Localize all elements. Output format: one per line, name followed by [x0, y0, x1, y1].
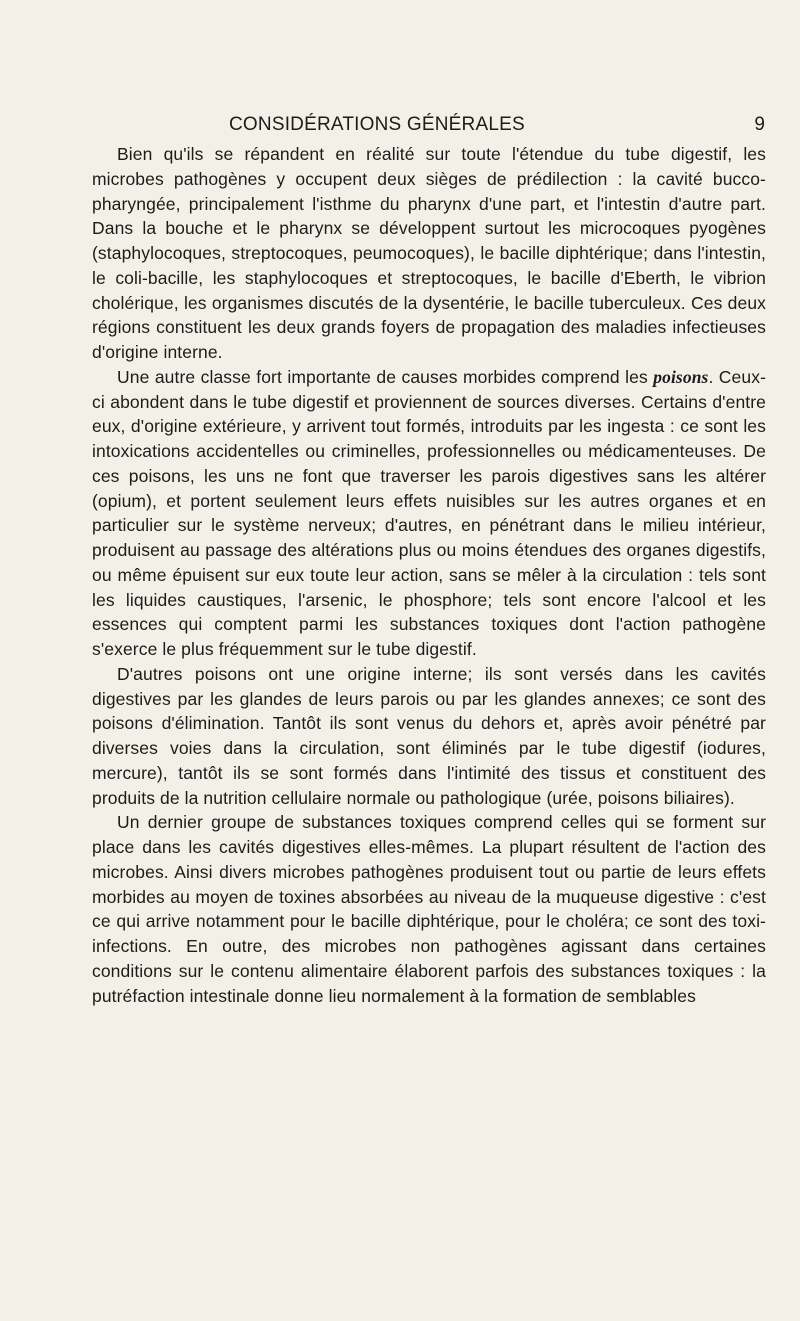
page-number: 9	[754, 114, 765, 135]
running-head	[229, 114, 765, 144]
paragraph-internal-poisons: D'autres poisons ont une origine interne; ils sont versés dans les cavités digestives par les glandes de leurs parois ou par les glandes annexes; ce sont des poisons d'élimination. Tantôt ils sont venus du dehors et, après avoir pénétré par diverses voies dans la circulation, sont éliminés par le tube digestif (iodures, mercure), tantôt ils se sont formés dans l'intimité des tissus et constituent des produits de la nutrition cellulaire normale ou pathologique (urée, poisons biliaires).	[92, 663, 766, 808]
paragraph-poisons-start: Une autre classe fort importante de causes morbides comprend les	[117, 366, 654, 387]
paragraph-toxic-substances: Un dernier groupe de substances toxiques comprend celles qui se forment sur place dans les cavités digestives elles-mêmes. La plupart résultent de l'action des microbes. Ainsi divers microbes pathogènes produisent tout ou partie de leurs effets morbides au moyen de toxines absorbées au niveau de la muqueuse digestive : c'est ce qui arrive notamment pour le bacille diphtérique, pour le choléra; ce sont des toxi-infections. En outre, des microbes non pathogènes agissant dans certaines conditions sur le contenu alimentaire élaborent parfois des substances toxiques : la putréfaction intestinale donne lieu normalement à la formation de semblables	[92, 812, 766, 1006]
chapter-title: CONSIDÉRATIONS GÉNÉRALES	[229, 114, 525, 135]
paragraph-microbes: Bien qu'ils se répandent en réalité sur toute l'étendue du tube digestif, les microbes pathogènes y occupent deux sièges de prédilection : la cavité bucco-pharyngée, principalement l'isthme du pharynx d'une part, et l'intestin d'autre part. Dans la bouche et le pharynx se développent surtout les microcoques pyogènes (staphylocoques, streptocoques, peumocoques), le bacille diphtérique; dans l'intestin, le coli-bacille, les staphylocoques et streptocoques, le bacille d'Eberth, le vibrion cholérique, les organismes discutés de la dysentérie, le bacille tuberculeux. Ces deux régions constituent les deux grands foyers de propagation des maladies infectieuses d'origine interne.	[92, 144, 766, 362]
body-text	[92, 142, 766, 1008]
paragraph-poisons-rest: . Ceux-ci abondent dans le tube digestif et proviennent de sources diverses. Certains d'entre eux, d'origine extérieure, y arrivent tout formés, introduits par les ingesta : ce sont les intoxications accidentelles ou criminelles, professionnelles ou médicamenteuses. De ces poisons, les uns ne font que traverser les parois digestives sans les altérer (opium), et portent seulement leurs effets nuisibles sur les autres organes et en particulier sur le système nerveux; d'autres, en pénétrant dans le milieu intérieur, produisent au passage des altérations plus ou moins étendues des organes digestifs, ou même épuisent sur eux toute leur action, sans se mêler à la circulation : tels sont les liquides caustiques, l'arsenic, le phosphore; tels sont encore l'alcool et les essences qui comptent parmi les substances toxiques dont l'action pathogène s'exerce le plus fréquemment sur le tube digestif.	[92, 366, 766, 659]
paragraph-poisons	[92, 365, 766, 662]
emphasized-term-poisons: poisons	[653, 366, 709, 387]
